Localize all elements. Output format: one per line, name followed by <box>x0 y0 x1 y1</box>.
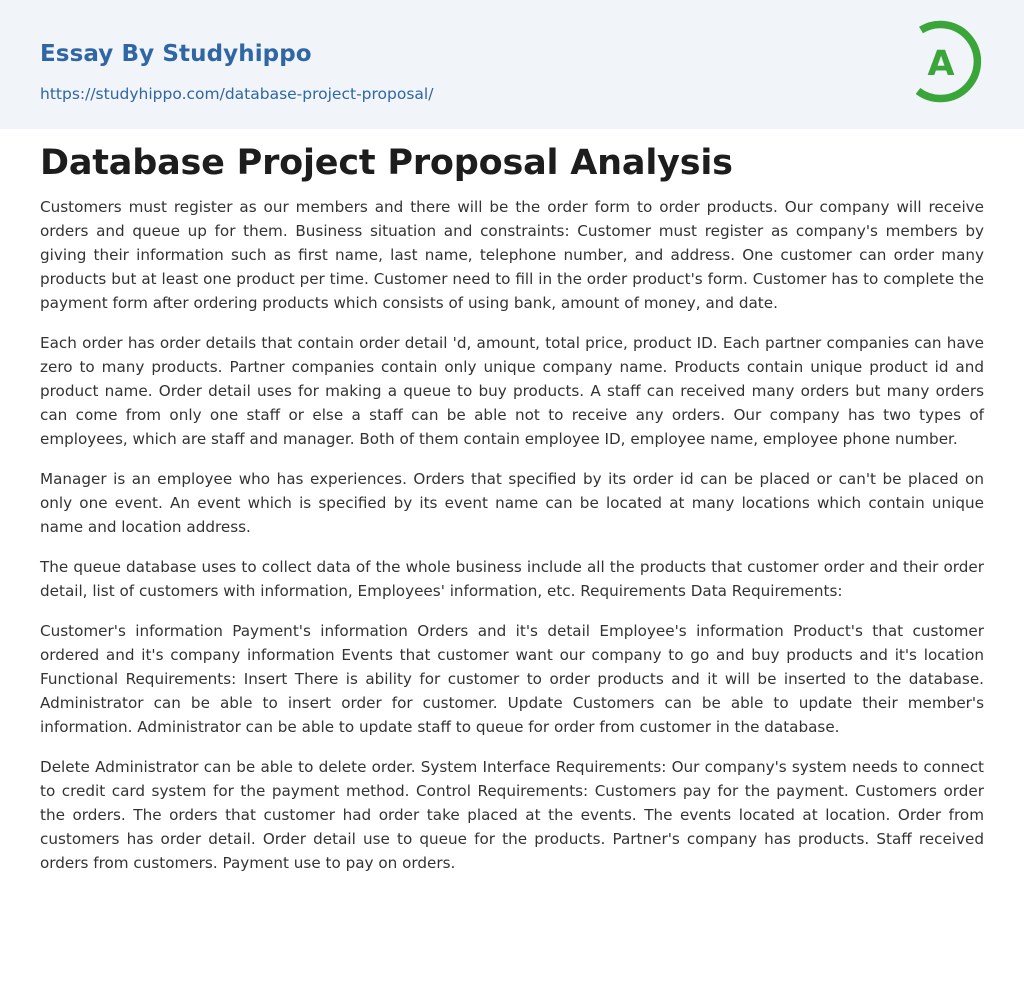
paragraph: Delete Administrator can be able to delete order. System Interface Requirements: Our company's system needs to connect to credit card system for the payment method. Control Requirements: Customers pay for the payment. Customers order the orders. The orders that customer had order take placed at the events. The events located at location. Order from customers has order detail. Order detail use to queue for the products. Partner's company has products. Staff received orders from customers. Payment use to pay on orders. <box>40 758 984 872</box>
studyhippo-logo-icon[interactable] <box>912 20 986 104</box>
paragraph: The queue database uses to collect data of the whole business include all the products that customer order and their order detail, list of customers with information, Employees' information, etc. Requirements Data Requirements: <box>40 558 984 600</box>
logo-letter: A <box>927 44 955 84</box>
paragraph: Manager is an employee who has experiences. Orders that specified by its order id can be placed or can't be placed on only one event. An event which is specified by its event name can be located at many locations which contain unique name and location address. <box>40 470 984 536</box>
paragraph: Customers must register as our members and there will be the order form to order products. Our company will receive orders and queue up for them. Business situation and constraints: Customer must register as company's members by giving their information such as first name, last name, telephone number, and address. One customer can order many products but at least one product per time. Customer need to fill in the order product's form. Customer has to complete the payment form after ordering products which consists of using bank, amount of money, and date. <box>40 198 984 312</box>
paragraph: Customer's information Payment's information Orders and it's detail Employee's information Product's that customer ordered and it's company information Events that customer want our company to go and buy products and it's location Functional Requirements: Insert There is ability for customer to order products and it will be inserted to the database. Administrator can be able to insert order for customer. Update Customers can be able to update their member's information. Administrator can be able to update staff to queue for order from customer in the database. <box>40 622 984 736</box>
site-header <box>0 0 1024 129</box>
article-body <box>40 195 984 891</box>
paragraph: Each order has order details that contain order detail 'd, amount, total price, product ID. Each partner companies can have zero to many products. Partner companies contain only unique company name. Products contain unique product id and product name. Order detail uses for making a queue to buy products. A staff can received many orders but many orders can come from only one staff or else a staff can be able not to receive any orders. Our company has two types of employees, which are staff and manager. Both of them contain employee ID, employee name, employee phone number. <box>40 334 984 448</box>
site-brand[interactable]: Essay By Studyhippo <box>40 41 312 67</box>
page-url-link[interactable]: https://studyhippo.com/database-project-proposal/ <box>40 85 434 103</box>
page-title: Database Project Proposal Analysis <box>40 143 733 183</box>
